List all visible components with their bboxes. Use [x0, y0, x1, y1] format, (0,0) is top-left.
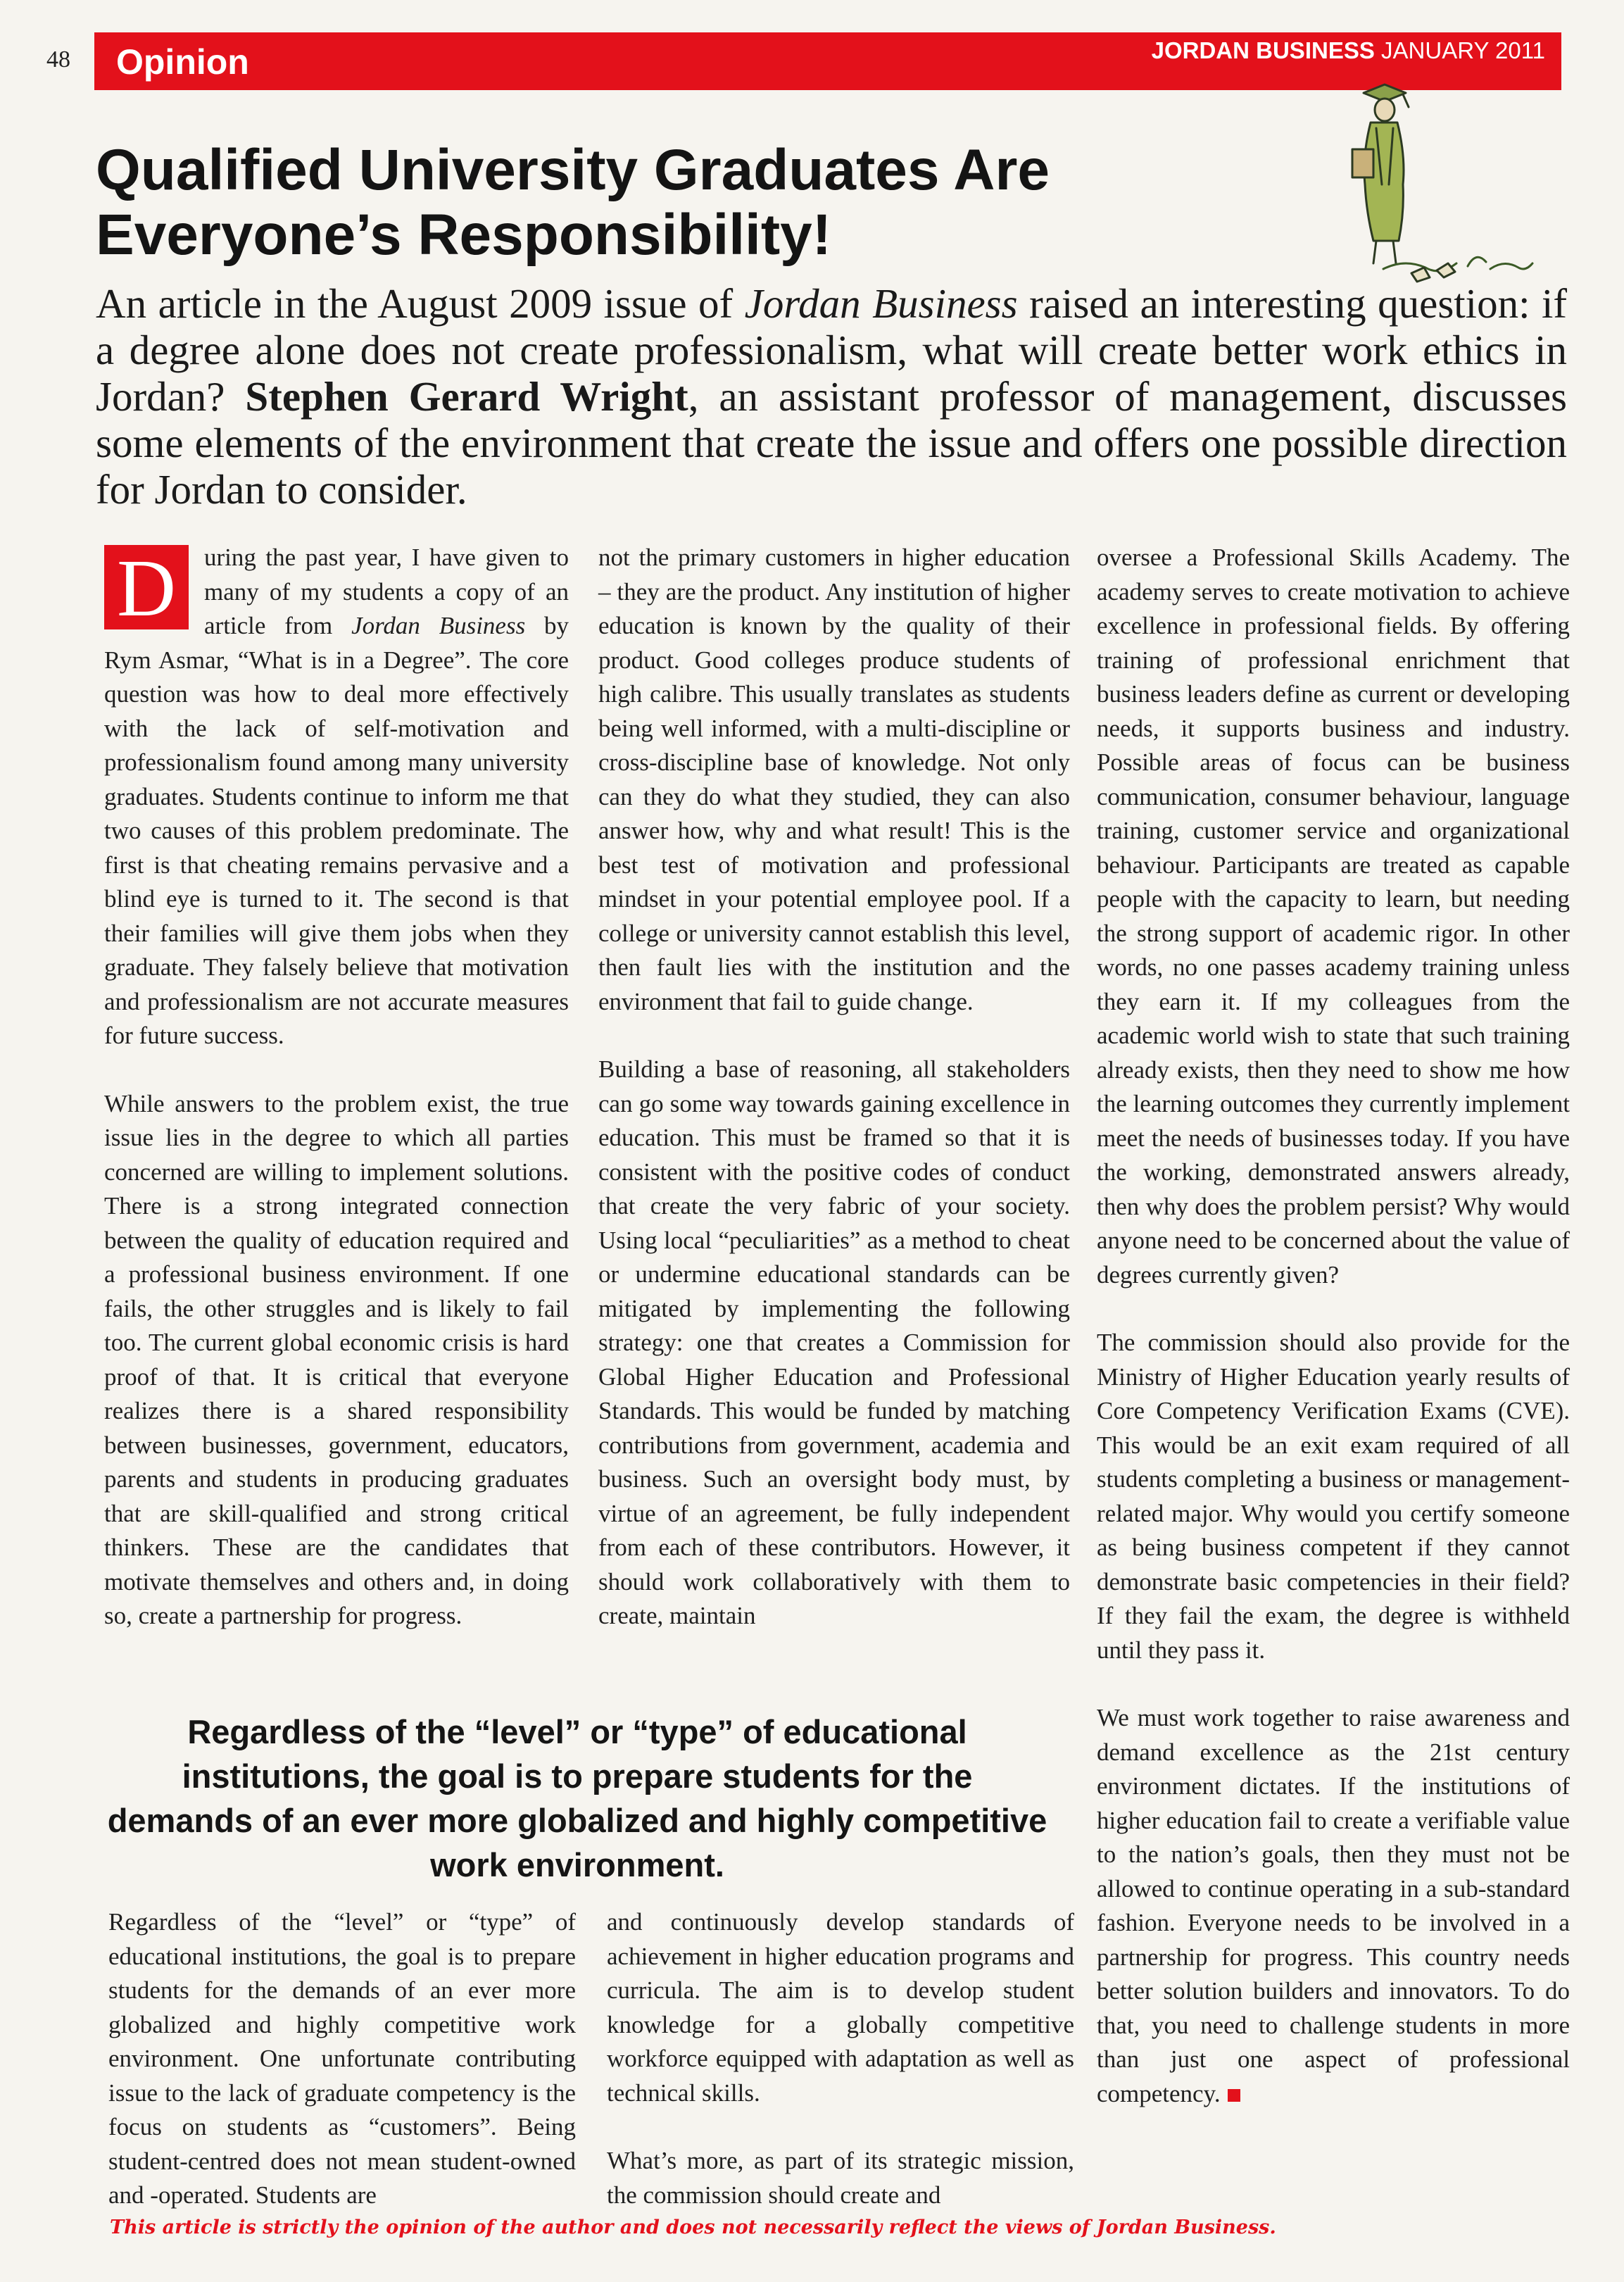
column-1-bottom	[108, 1905, 576, 2213]
column-2-top	[598, 541, 1070, 1634]
publication-issue-line	[1152, 37, 1545, 65]
body-paragraph: What’s more, as part of its strategic mission, the commission should create and	[607, 2147, 1074, 2209]
section-label: Opinion	[116, 42, 249, 82]
issue-date: JANUARY 2011	[1381, 37, 1545, 63]
standfirst-text: raised an interesting question: if a degree alone does not create professionalism, what will create better work ethics in Jordan?	[96, 280, 1567, 420]
body-text: by Rym Asmar, “What is in a Degree”. The core question was how to deal more effectively with the lack of self-motivation and professionalism found among many university graduates. Students continue to inform me that two causes of this problem predominate. The first is that cheating remains pervasive and a blind eye is turned to it. The second is that their families will give them jobs when they graduate. They falsely believe that motivation and professionalism are not accurate measures for future success.	[104, 612, 569, 1049]
drop-cap: D	[104, 545, 189, 629]
body-paragraph	[104, 541, 569, 1053]
body-paragraph: The commission should also provide for the Ministry of Higher Education yearly results of Core Competency Verification Exams (CVE). This would be an exit exam required of all students completing a business or management-related major. Why would you certify someone as being business competent if they cannot demonstrate basic competencies in their field? If they fail the exam, the degree is withheld until they pass it.	[1097, 1329, 1570, 1664]
publication-name: JORDAN BUSINESS	[1151, 37, 1375, 63]
body-paragraph: not the primary customers in higher education – they are the product. Any institution of higher education is known by the quality of their product. Good colleges produce students of high calibre. This usually translates as students being well informed, with a multi-discipline or cross-discipline base of knowledge. Not only can they do what they studied, they can also answer how, why and what result! This is the best test of motivation and professional mindset in your potential employee pool. If a college or university cannot establish this level, then fault lies with the institution and the environment that fail to guide change.	[598, 544, 1070, 1015]
body-paragraph: While answers to the problem exist, the true issue lies in the degree to which all parties concerned are willing to implement solutions. There is a strong integrated connection between the quality of education required and a professional business environment. If one fails, the other struggles and is likely to fail too. The current global economic crisis is hard proof of that. It is critical that everyone realizes there is a shared responsibility between businesses, government, educators, parents and students in producing graduates that are skill-qualified and strong critical thinkers. These are the candidates that motivate themselves and others and, in doing so, create a partnership for progress.	[104, 1089, 569, 1629]
standfirst-text: , an assistant professor of management, discusses some elements of the environment that create the issue and offers one possible direction for Jordan to consider.	[96, 373, 1568, 513]
column-2-bottom	[607, 1905, 1074, 2212]
page-number: 48	[46, 46, 70, 73]
body-paragraph: Regardless of the “level” or “type” of educational institutions, the goal is to prepare students for the demands of an ever more globalized and highly competitive work environment. One unfortunate contributing issue to the lack of graduate competency is the focus on students as “customers”. Being student-centred does not mean student-owned and -operated. Students are	[108, 1908, 576, 2209]
graduate-figure-illustration	[1306, 79, 1538, 290]
article-title: Qualified University Graduates Are Everyone’s Responsibility!	[96, 138, 1050, 267]
body-paragraph	[1097, 1701, 1570, 2111]
author-name: Stephen Gerard Wright	[245, 373, 688, 420]
body-paragraph: Building a base of reasoning, all stakeholders can go some way towards gaining excellence in education. This must be framed so that it is consistent with the positive codes of conduct that create the very fabric of your society. Using local “peculiarities” as a method to cheat or undermine educational standards can be mitigated by implementing the following strategy: one that creates a Commission for Global Higher Education and Professional Standards. This would be funded by matching contributions from government, academia and business. Such an oversight body must, by virtue of an agreement, be fully independent from each of these contributors. However, it should work collaboratively with them to create, maintain	[598, 1055, 1070, 1629]
article-standfirst	[96, 280, 1567, 513]
pull-quote: Regardless of the “level” or “type” of educational institutions, the goal is to prepare students for the demands of an ever more globalized and highly competitive work environment.	[107, 1713, 1047, 1883]
column-3	[1097, 541, 1570, 2111]
body-text: uring the past year, I have given to many of my students a copy of an article from	[204, 544, 569, 639]
column-1-top	[104, 541, 569, 1634]
standfirst-magazine-name: Jordan Business	[744, 280, 1018, 327]
body-text: We must work together to raise awareness and demand excellence as the 21st century environment dictates. If the institutions of higher education fail to create a verifiable value to the nation’s goals, then they must not be allowed to continue operating in a sub-standard fashion. Everyone needs to be involved in a partnership for progress. This country needs better solution builders and innovators. To do that, you need to challenge students in more than just one aspect of professional competency.	[1097, 1704, 1570, 2107]
body-paragraph: oversee a Professional Skills Academy. The academy serves to create motivation to achieve excellence in professional fields. By offering training of professional enrichment that business leaders define as current or developing needs, it supports business and industry. Possible areas of focus can be business communication, consumer behaviour, language training, customer service and organizational behaviour. Participants are treated as capable people with the capacity to learn, but needing the strong support of academic rigor. In other words, no one passes academy training unless they earn it. If my colleagues from the academic world wish to state that such training already exists, then they need to show me how the learning outcomes they currently implement meet the needs of businesses today. If you have the working, demonstrated answers already, then why does the problem persist? Why would anyone need to be concerned about the value of degrees currently given?	[1097, 544, 1570, 1289]
body-paragraph: and continuously develop standards of achievement in higher education programs and curricula. The aim is to develop student knowledge for a globally competitive workforce equipped with adaptation as well as technical skills.	[607, 1908, 1074, 2107]
standfirst-text: An article in the August 2009 issue of	[96, 280, 745, 327]
opinion-disclaimer: This article is strictly the opinion of the author and does not necessarily reflect the views of Jordan Business.	[110, 2217, 1276, 2238]
magazine-name: Jordan Business	[351, 612, 526, 639]
end-of-article-mark	[1228, 2089, 1240, 2102]
